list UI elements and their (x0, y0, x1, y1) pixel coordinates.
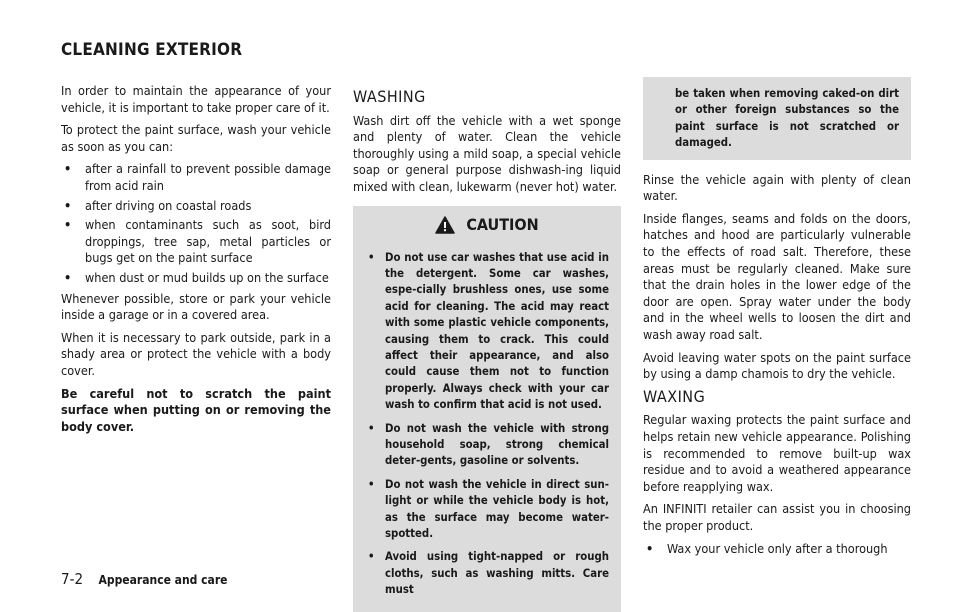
section-heading-washing: WASHING (353, 87, 426, 106)
bullet-list (61, 161, 331, 286)
list-item: • after driving on coastal roads (61, 198, 331, 215)
column-right (643, 83, 911, 561)
paragraph: An INFINITI retailer can assist you in choosing the proper product. (643, 501, 911, 533)
paragraph: Rinse the vehicle again with plenty of clean water. (643, 171, 911, 204)
caution-item: • Avoid using tight-napped or rough cloths, such as washing mitts. Care must (365, 549, 609, 598)
page-footer (61, 570, 227, 588)
column-middle (353, 87, 621, 612)
list-item: • when contaminants such as soot, bird droppings, tree sap, metal particles or bugs get on the paint surface (61, 217, 331, 267)
caution-list (365, 250, 609, 599)
caution-item: • Do not use car washes that use acid in the detergent. Some car washes, espe-cially brushless ones, use some acid for cleaning. The acid may react with some plastic vehicle components, causing them to crack. This could affect their appearance, and also could cause them not to function properly. Always check with your car wash to confirm that acid is not used. (365, 250, 609, 414)
section-heading-waxing: WAXING (643, 386, 706, 406)
paragraph: Whenever possible, store or park your vehicle inside a garage or in a covered area. (61, 290, 331, 323)
paragraph-bold: Be careful not to scratch the paint surface when putting on or removing the body cover. (61, 385, 331, 434)
caution-title: CAUTION (466, 214, 539, 234)
column-left (61, 83, 331, 441)
page-number: 7-2 (61, 570, 84, 588)
list-item: • Wax your vehicle only after a thorough (643, 541, 911, 558)
paragraph: Wash dirt off the vehicle with a wet sponge and plenty of water. Clean the vehicle thoroughly using a mild soap, a special vehicle soap or general purpose dishwash-ing liquid mixed with clean, lukewarm (never hot) water. (353, 112, 621, 194)
paragraph: Regular waxing protects the paint surface and helps retain new vehicle appearance. Polishing is recommended to remove built-up wax residue and to avoid a weathered appearance before reapplying wax. (643, 412, 911, 494)
paragraph: To protect the paint surface, wash your vehicle as soon as you can: (61, 122, 331, 154)
list-item: • when dust or mud builds up on the surface (61, 270, 331, 287)
bullet-list (643, 541, 911, 558)
warning-icon (435, 216, 455, 234)
list-item: • after a rainfall to prevent possible damage from acid rain (61, 161, 331, 194)
caution-item: • Do not wash the vehicle with strong household soap, strong chemical deter-gents, gasoline or solvents. (365, 421, 609, 470)
paragraph: Avoid leaving water spots on the paint surface by using a damp chamois to dry the vehicle. (643, 349, 911, 382)
section-name: Appearance and care (98, 573, 228, 587)
caution-header (365, 216, 609, 234)
paragraph: When it is necessary to park outside, park in a shady area or protect the vehicle with a body cover. (61, 329, 331, 378)
paragraph: Inside flanges, seams and folds on the doors, hatches and hood are particularly vulnerable to the effects of road salt. Therefore, these areas must be regularly cleaned. Make sure that the drain holes in the lower edge of the door are open. Spray water under the body and in the wheel wells to loosen the dirt and wash away road salt. (643, 210, 911, 342)
paragraph: In order to maintain the appearance of your vehicle, it is important to take proper care of it. (61, 83, 331, 115)
caution-continued: be taken when removing caked-on dirt or other foreign substances so the paint surface is not scratched or damaged. (643, 77, 911, 160)
page-title: CLEANING EXTERIOR (61, 40, 243, 60)
caution-item: • Do not wash the vehicle in direct sun-light or while the vehicle body is hot, as the surface may become water-spotted. (365, 477, 609, 543)
caution-box (353, 206, 621, 612)
